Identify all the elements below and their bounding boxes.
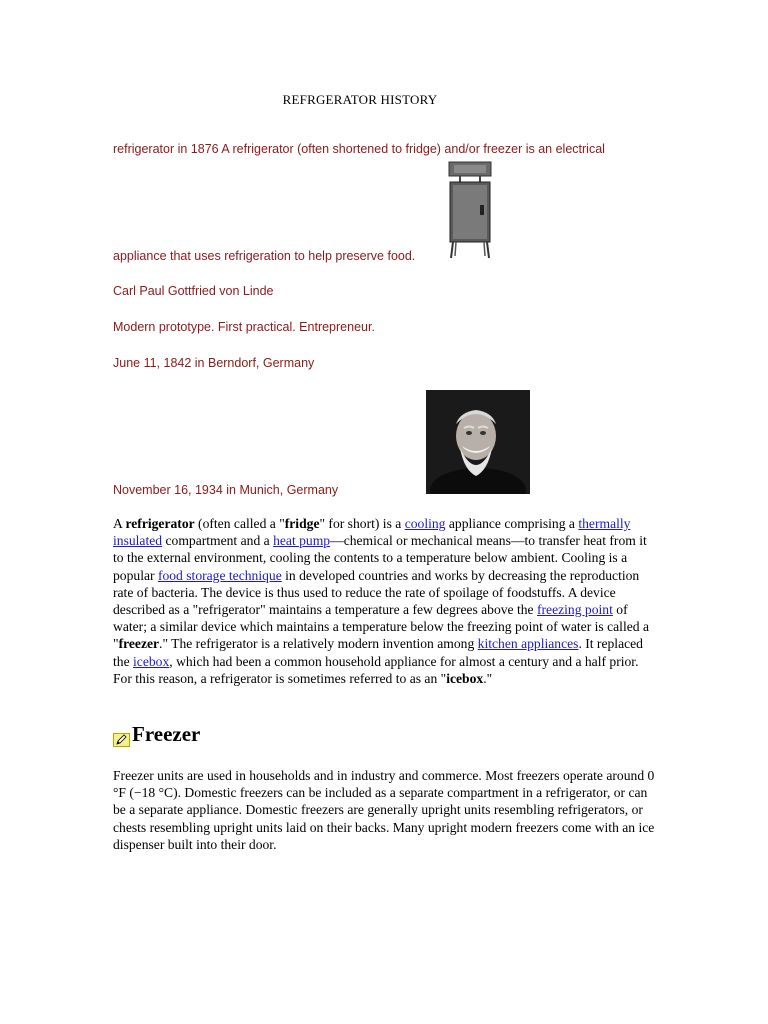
freezer-paragraph: Freezer units are used in households and in industry and commerce. Most freezers operate around 0 °F (−18 °C). Domestic freezers can be included as a separate compartment in a refrigerator, or can be a separate appliance. Domestic freezers are generally upright units resembling refrigerators, or chests resembling upright units laid on their backs. Many upright modern freezers come with an ice dispenser built into their door. [113, 768, 655, 852]
link-kitchen-appliances[interactable]: kitchen appliances [477, 636, 579, 652]
text-run: ." The refrigerator is a relatively modern invention among [159, 636, 478, 652]
link-food-storage-technique[interactable]: food storage technique [157, 567, 282, 583]
text-run: , which had been a common household appliance for almost a century and a half prior. For this reason, a refrigerator is sometimes referred to as an " [113, 653, 639, 686]
text-run: compartment and a [162, 533, 274, 549]
link-cooling[interactable]: cooling [404, 516, 446, 531]
link-thermally-insulated[interactable]: thermally insulated [113, 516, 631, 549]
text-run: appliance comprising a [445, 516, 579, 531]
link-icebox[interactable]: icebox [133, 653, 170, 669]
bold-term: icebox [446, 670, 484, 686]
bold-term: refrigerator [125, 516, 195, 531]
death-date: November 16, 1934 in Munich, Germany [113, 483, 339, 497]
text-run: (often called a " [194, 516, 285, 531]
text-run: . It replaced the [113, 636, 643, 669]
bold-term: fridge [284, 516, 320, 531]
text-run: in developed countries and works by decreasing the reproduction rate of bacteria. The device is thus used to reduce the rate of spoilage of foodstuffs. A device described as a "refrigerator" maintains a temperature a few degrees above the [113, 567, 640, 618]
page-title: REFRGERATOR HISTORY [282, 92, 438, 107]
text-run: " for short) is a [319, 516, 405, 531]
link-heat-pump[interactable]: heat pump [273, 533, 331, 549]
freezer-heading [113, 722, 200, 747]
birth-date: June 11, 1842 in Berndorf, Germany [113, 356, 315, 370]
text-run: —chemical or mechanical means—to transfer heat from it to the external environment, cooling the contents to a temperature below ambient. Cooling is a popular [113, 533, 647, 583]
edit-pencil-icon[interactable] [113, 728, 130, 742]
text-run: ." [483, 670, 493, 686]
link-freezing-point[interactable]: freezing point [537, 602, 613, 618]
text-run: of water; a similar device which maintains a temperature below the freezing point of water is called a " [113, 602, 649, 652]
antique-refrigerator-image [446, 160, 494, 260]
heading-text: Freezer [132, 722, 201, 746]
refrigerator-paragraph [113, 515, 658, 687]
text-run: A [113, 516, 126, 531]
bold-term: freezer [118, 636, 160, 652]
inventor-portrait-image [426, 390, 530, 494]
inventor-roles: Modern prototype. First practical. Entrepreneur. [113, 320, 375, 334]
inventor-name: Carl Paul Gottfried von Linde [113, 284, 274, 298]
intro-line-1: refrigerator in 1876 A refrigerator (often shortened to fridge) and/or freezer is an electrical [113, 142, 605, 156]
intro-line-2: appliance that uses refrigeration to help preserve food. [113, 249, 416, 263]
